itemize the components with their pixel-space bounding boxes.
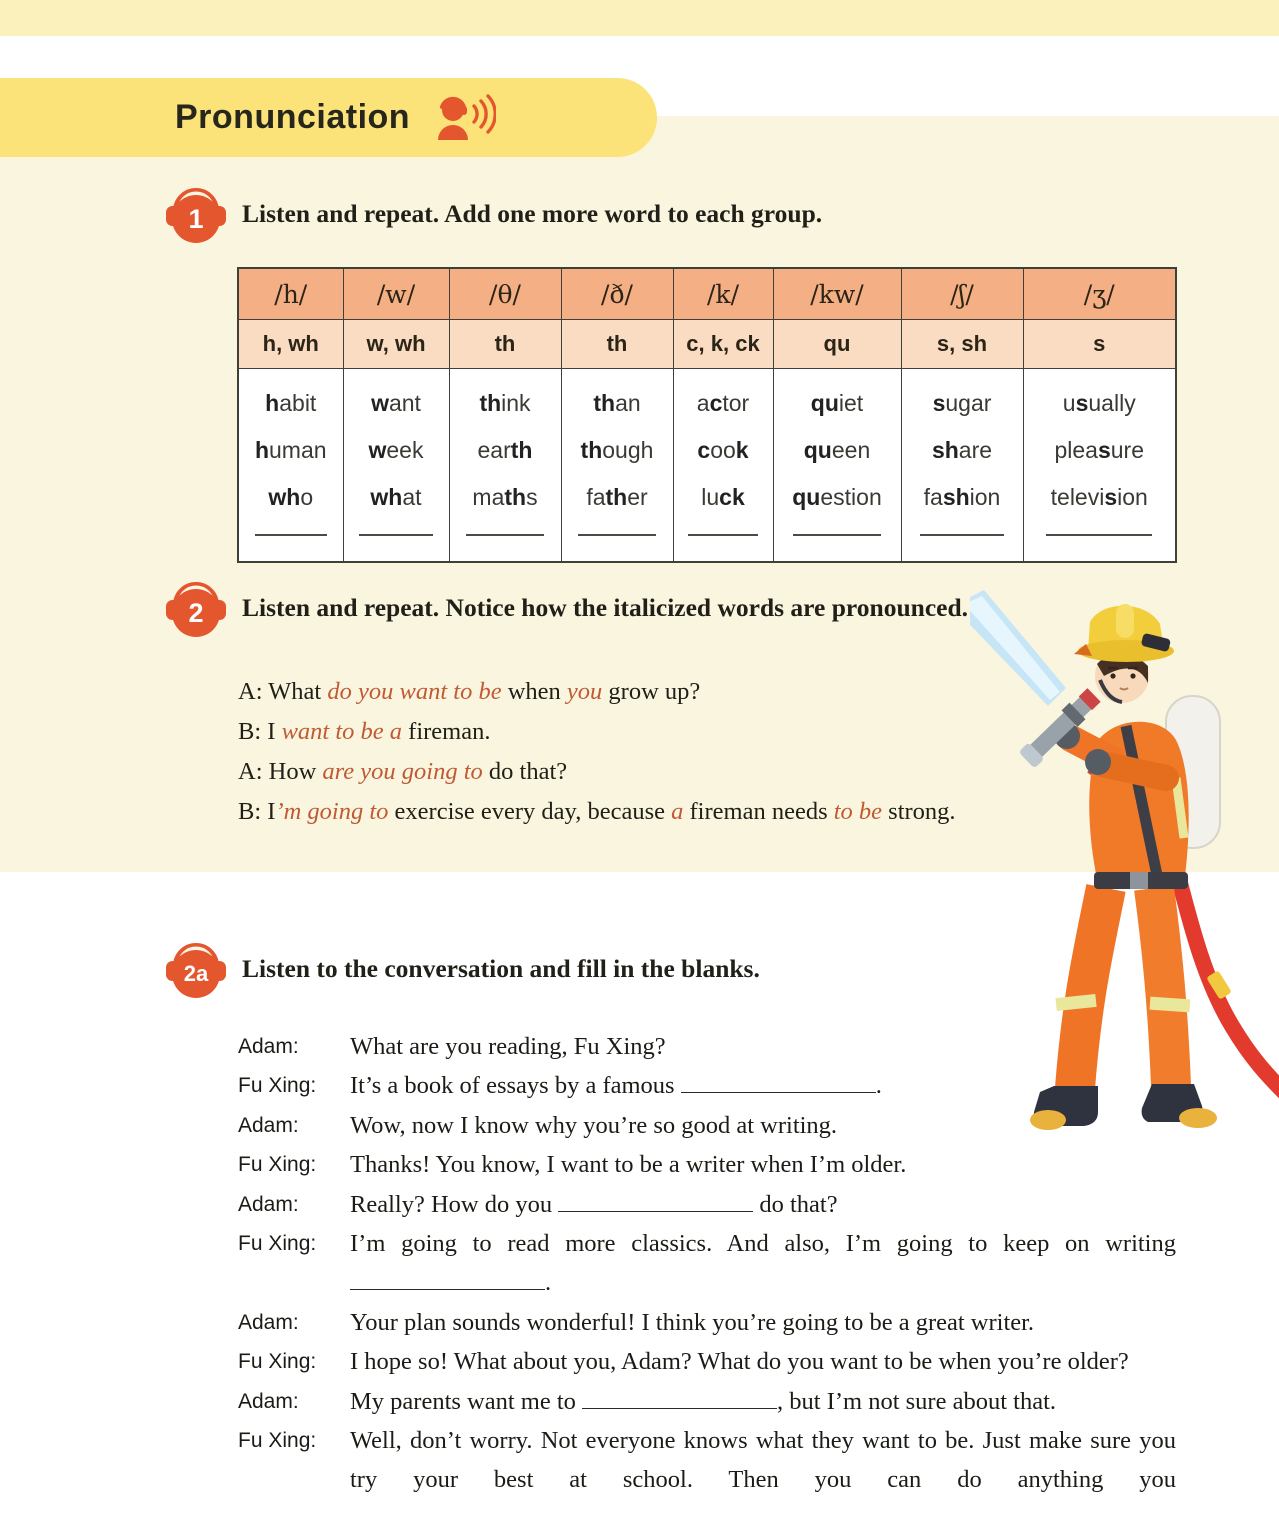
- letters-cell: qu: [773, 320, 901, 369]
- answer-blank-line[interactable]: [793, 532, 882, 536]
- highlight-letters: ck: [719, 484, 745, 510]
- word: [1024, 484, 1176, 510]
- conversation-text: [350, 1185, 1176, 1224]
- word: [239, 484, 343, 510]
- conversation-row: [238, 1106, 1178, 1145]
- text-segment: Thanks! You know, I want to be a writer when I’m older.: [350, 1151, 907, 1179]
- exercise2-header: [166, 577, 968, 639]
- highlight-letters: c: [697, 437, 711, 463]
- exercise2-audio-badge: [166, 577, 226, 639]
- text-segment: Your plan sounds wonderful! I think you’re going to be a great writer.: [350, 1308, 1035, 1336]
- speaker-label: Fu Xing:: [238, 1429, 317, 1453]
- text-segment: I hope so! What about you, Adam? What do you want to be when you’re older?: [350, 1348, 1129, 1376]
- text-segment: televi: [1050, 484, 1105, 510]
- text-segment: A: What: [238, 678, 328, 705]
- text-segment: a: [696, 390, 710, 416]
- text-segment: grow up?: [602, 678, 701, 705]
- text-segment: Well, don’t worry. Not everyone knows what they want to be. Just make sure you try your best at school. Then you can do anything you: [350, 1427, 1176, 1494]
- italic-target-words: do you want to be: [327, 678, 502, 705]
- exercise1-audio-badge: [166, 183, 226, 245]
- word: [674, 484, 773, 510]
- phoneme-header-row: [238, 268, 1176, 320]
- highlight-letters: th: [510, 437, 533, 463]
- water-spray-icon: [970, 590, 1066, 706]
- word: [1024, 437, 1176, 463]
- word: [450, 484, 561, 510]
- highlight-letters: th: [479, 390, 502, 416]
- exercise2-dialogue: [238, 672, 1078, 832]
- letters-cell: s, sh: [901, 320, 1023, 369]
- text-segment: een: [831, 437, 871, 463]
- speaker-label: Fu Xing:: [238, 1153, 317, 1177]
- italic-target-words: a: [671, 798, 684, 825]
- conversation-row: [238, 1066, 1178, 1105]
- answer-blank-line[interactable]: [920, 532, 1005, 536]
- highlight-letters: h: [254, 437, 269, 463]
- letters-cell: h, wh: [238, 320, 343, 369]
- word: [344, 437, 449, 463]
- top-decoration-strip: [0, 0, 1279, 36]
- speaker-label: Fu Xing:: [238, 1232, 317, 1256]
- text-segment: plea: [1054, 437, 1098, 463]
- dialogue-line: [238, 752, 1078, 792]
- highlight-letters: s: [932, 390, 946, 416]
- text-segment: when: [501, 678, 567, 705]
- conversation-row: [238, 1421, 1178, 1500]
- text-segment: strong.: [882, 798, 956, 825]
- text-segment: eek: [386, 437, 424, 463]
- answer-blank[interactable]: [681, 1088, 876, 1093]
- phoneme-cell: /ʒ/: [1023, 268, 1176, 320]
- phoneme-cell: /ð/: [561, 268, 673, 320]
- word: [902, 437, 1023, 463]
- answer-blank[interactable]: [558, 1207, 753, 1212]
- page-title: Pronunciation: [175, 98, 411, 136]
- exercise2-number: 2: [188, 598, 204, 628]
- text-segment: ion: [1117, 484, 1148, 510]
- conversation-row: [238, 1027, 1178, 1066]
- letters-cell: th: [449, 320, 561, 369]
- word: [450, 437, 561, 463]
- text-segment: A: How: [238, 758, 323, 785]
- answer-blank-line[interactable]: [688, 532, 757, 536]
- highlight-letters: th: [605, 484, 628, 510]
- word: [1024, 390, 1176, 416]
- text-segment: ure: [1110, 437, 1145, 463]
- highlight-letters: k: [735, 437, 749, 463]
- words-cell: [1023, 369, 1176, 563]
- text-segment: B: I: [238, 718, 282, 745]
- text-segment: Wow, now I know why you’re so good at writing.: [350, 1111, 838, 1139]
- letters-cell: c, k, ck: [673, 320, 773, 369]
- word: [902, 484, 1023, 510]
- section-title-pill: [0, 78, 657, 157]
- phoneme-cell: /w/: [343, 268, 449, 320]
- text-segment: fireman.: [402, 718, 491, 745]
- word: [774, 390, 901, 416]
- phoneme-cell: /θ/: [449, 268, 561, 320]
- words-cell: [449, 369, 561, 563]
- word: [344, 390, 449, 416]
- exercise2a-instruction: Listen to the conversation and fill in the blanks.: [242, 954, 760, 983]
- text-segment: fireman needs: [683, 798, 834, 825]
- dialogue-line: [238, 792, 1078, 832]
- text-segment: ugar: [945, 390, 992, 416]
- exercise1-instruction: Listen and repeat. Add one more word to each group.: [242, 199, 823, 228]
- words-cell: [673, 369, 773, 563]
- text-segment: ually: [1088, 390, 1136, 416]
- exercise1-header: [166, 183, 822, 245]
- glove: [1085, 749, 1111, 775]
- text-segment: ough: [602, 437, 654, 463]
- highlight-letters: s: [1097, 437, 1111, 463]
- words-cell: [901, 369, 1023, 563]
- highlight-letters: w: [371, 390, 389, 416]
- phoneme-cell: /kw/: [773, 268, 901, 320]
- text-segment: an: [615, 390, 641, 416]
- text-segment: ion: [969, 484, 1001, 510]
- text-segment: oo: [710, 437, 736, 463]
- text-segment: do that?: [753, 1190, 838, 1218]
- speaker-label: Adam:: [238, 1192, 299, 1216]
- exercise2a-audio-badge: [166, 938, 226, 1000]
- phoneme-cell: /k/: [673, 268, 773, 320]
- text-segment: fa: [586, 484, 606, 510]
- conversation-text: [350, 1066, 1176, 1105]
- letters-cell: s: [1023, 320, 1176, 369]
- word: [562, 437, 673, 463]
- letters-row: [238, 320, 1176, 369]
- text-segment: , but I’m not sure about that.: [777, 1387, 1057, 1415]
- text-segment: My parents want me to: [350, 1387, 583, 1415]
- text-segment: o: [300, 484, 314, 510]
- answer-blank-line[interactable]: [578, 532, 656, 536]
- answer-blank-line[interactable]: [466, 532, 544, 536]
- words-cell: [561, 369, 673, 563]
- text-segment: ant: [388, 390, 421, 416]
- italic-target-words: you: [566, 678, 603, 705]
- text-segment: estion: [820, 484, 882, 510]
- text-segment: abit: [279, 390, 317, 416]
- phoneme-table: [237, 267, 1177, 563]
- speaker-label: Adam:: [238, 1113, 299, 1137]
- text-segment: are: [958, 437, 993, 463]
- exercise2-instruction: Listen and repeat. Notice how the italicized words are pronounced.: [242, 593, 969, 622]
- text-segment: u: [1062, 390, 1076, 416]
- conversation-text: [350, 1106, 1176, 1145]
- words-cell: [238, 369, 343, 563]
- exercise2a-number: 2a: [183, 961, 209, 986]
- highlight-letters: s: [1075, 390, 1089, 416]
- text-segment: fa: [923, 484, 943, 510]
- answer-blank[interactable]: [350, 1285, 545, 1290]
- speaker-label: Adam:: [238, 1035, 299, 1058]
- answer-blank-line[interactable]: [1046, 532, 1152, 536]
- answer-blank[interactable]: [582, 1404, 777, 1409]
- text-segment: ma: [472, 484, 505, 510]
- conversation: [238, 1027, 1178, 1500]
- exercise1-number: 1: [188, 204, 204, 234]
- speaker-label: Adam:: [238, 1310, 299, 1334]
- highlight-letters: th: [580, 437, 603, 463]
- text-segment: Really? How do you: [350, 1190, 559, 1218]
- word: [774, 437, 901, 463]
- text-segment: do that?: [482, 758, 568, 785]
- text-segment: s: [526, 484, 538, 510]
- highlight-letters: w: [368, 437, 387, 463]
- highlight-letters: sh: [931, 437, 959, 463]
- conversation-row: [238, 1185, 1178, 1224]
- answer-blank-line[interactable]: [255, 532, 327, 536]
- dialogue-line: [238, 712, 1078, 752]
- text-segment: tor: [722, 390, 750, 416]
- text-segment: uman: [269, 437, 327, 463]
- highlight-letters: qu: [792, 484, 821, 510]
- conversation-row: [238, 1145, 1178, 1184]
- text-segment: er: [627, 484, 648, 510]
- conversation-text: [350, 1382, 1176, 1421]
- word: [562, 484, 673, 510]
- conversation-row: [238, 1303, 1178, 1342]
- highlight-letters: wh: [370, 484, 403, 510]
- highlight-letters: h: [265, 390, 280, 416]
- word: [774, 484, 901, 510]
- conversation-text: [350, 1224, 1176, 1303]
- conversation-text: [350, 1303, 1176, 1342]
- highlight-letters: c: [709, 390, 723, 416]
- dialogue-line: [238, 672, 1078, 712]
- conversation-row: [238, 1342, 1178, 1381]
- speaker-label: Fu Xing:: [238, 1074, 317, 1098]
- word: [239, 437, 343, 463]
- text-segment: iet: [838, 390, 864, 416]
- italic-target-words: are you going to: [322, 758, 483, 785]
- speaker-person-icon: [432, 94, 496, 142]
- word: [674, 390, 773, 416]
- phoneme-cell: /ʃ/: [901, 268, 1023, 320]
- word: [344, 484, 449, 510]
- italic-target-words: to be: [833, 798, 883, 825]
- conversation-text: [350, 1342, 1176, 1381]
- speaker-label: Fu Xing:: [238, 1350, 317, 1374]
- text-segment: I’m going to read more classics. And also, I’m going to keep on writing: [350, 1230, 1176, 1258]
- conversation-text: [350, 1027, 1176, 1066]
- words-row: [238, 369, 1176, 563]
- conversation-text: [350, 1421, 1176, 1500]
- text-segment: .: [545, 1269, 552, 1297]
- conversation-text: [350, 1145, 1176, 1184]
- word: [239, 390, 343, 416]
- highlight-letters: s: [1104, 484, 1118, 510]
- word: [562, 390, 673, 416]
- text-segment: What are you reading, Fu Xing?: [350, 1033, 666, 1060]
- highlight-letters: sh: [942, 484, 970, 510]
- speaker-label: Adam:: [238, 1389, 299, 1413]
- word: [450, 390, 561, 416]
- text-segment: B: I: [238, 798, 276, 825]
- letters-cell: th: [561, 320, 673, 369]
- text-segment: at: [402, 484, 422, 510]
- conversation-row: [238, 1382, 1178, 1421]
- highlight-letters: qu: [810, 390, 839, 416]
- text-segment: ink: [501, 390, 531, 416]
- words-cell: [773, 369, 901, 563]
- highlight-letters: wh: [268, 484, 301, 510]
- highlight-letters: th: [593, 390, 616, 416]
- exercise2a-header: [166, 938, 760, 1000]
- answer-blank-line[interactable]: [359, 532, 433, 536]
- highlight-letters: th: [504, 484, 527, 510]
- text-segment: lu: [701, 484, 720, 510]
- text-segment: exercise every day, because: [388, 798, 672, 825]
- letters-cell: w, wh: [343, 320, 449, 369]
- words-cell: [343, 369, 449, 563]
- text-segment: It’s a book of essays by a famous: [350, 1072, 681, 1100]
- text-segment: .: [875, 1072, 882, 1100]
- phoneme-cell: /h/: [238, 268, 343, 320]
- italic-target-words: ’m going to: [275, 798, 389, 825]
- conversation-row: [238, 1224, 1178, 1303]
- italic-target-words: want to be a: [281, 718, 403, 745]
- text-segment: ear: [477, 437, 511, 463]
- word: [902, 390, 1023, 416]
- word: [674, 437, 773, 463]
- highlight-letters: qu: [803, 437, 832, 463]
